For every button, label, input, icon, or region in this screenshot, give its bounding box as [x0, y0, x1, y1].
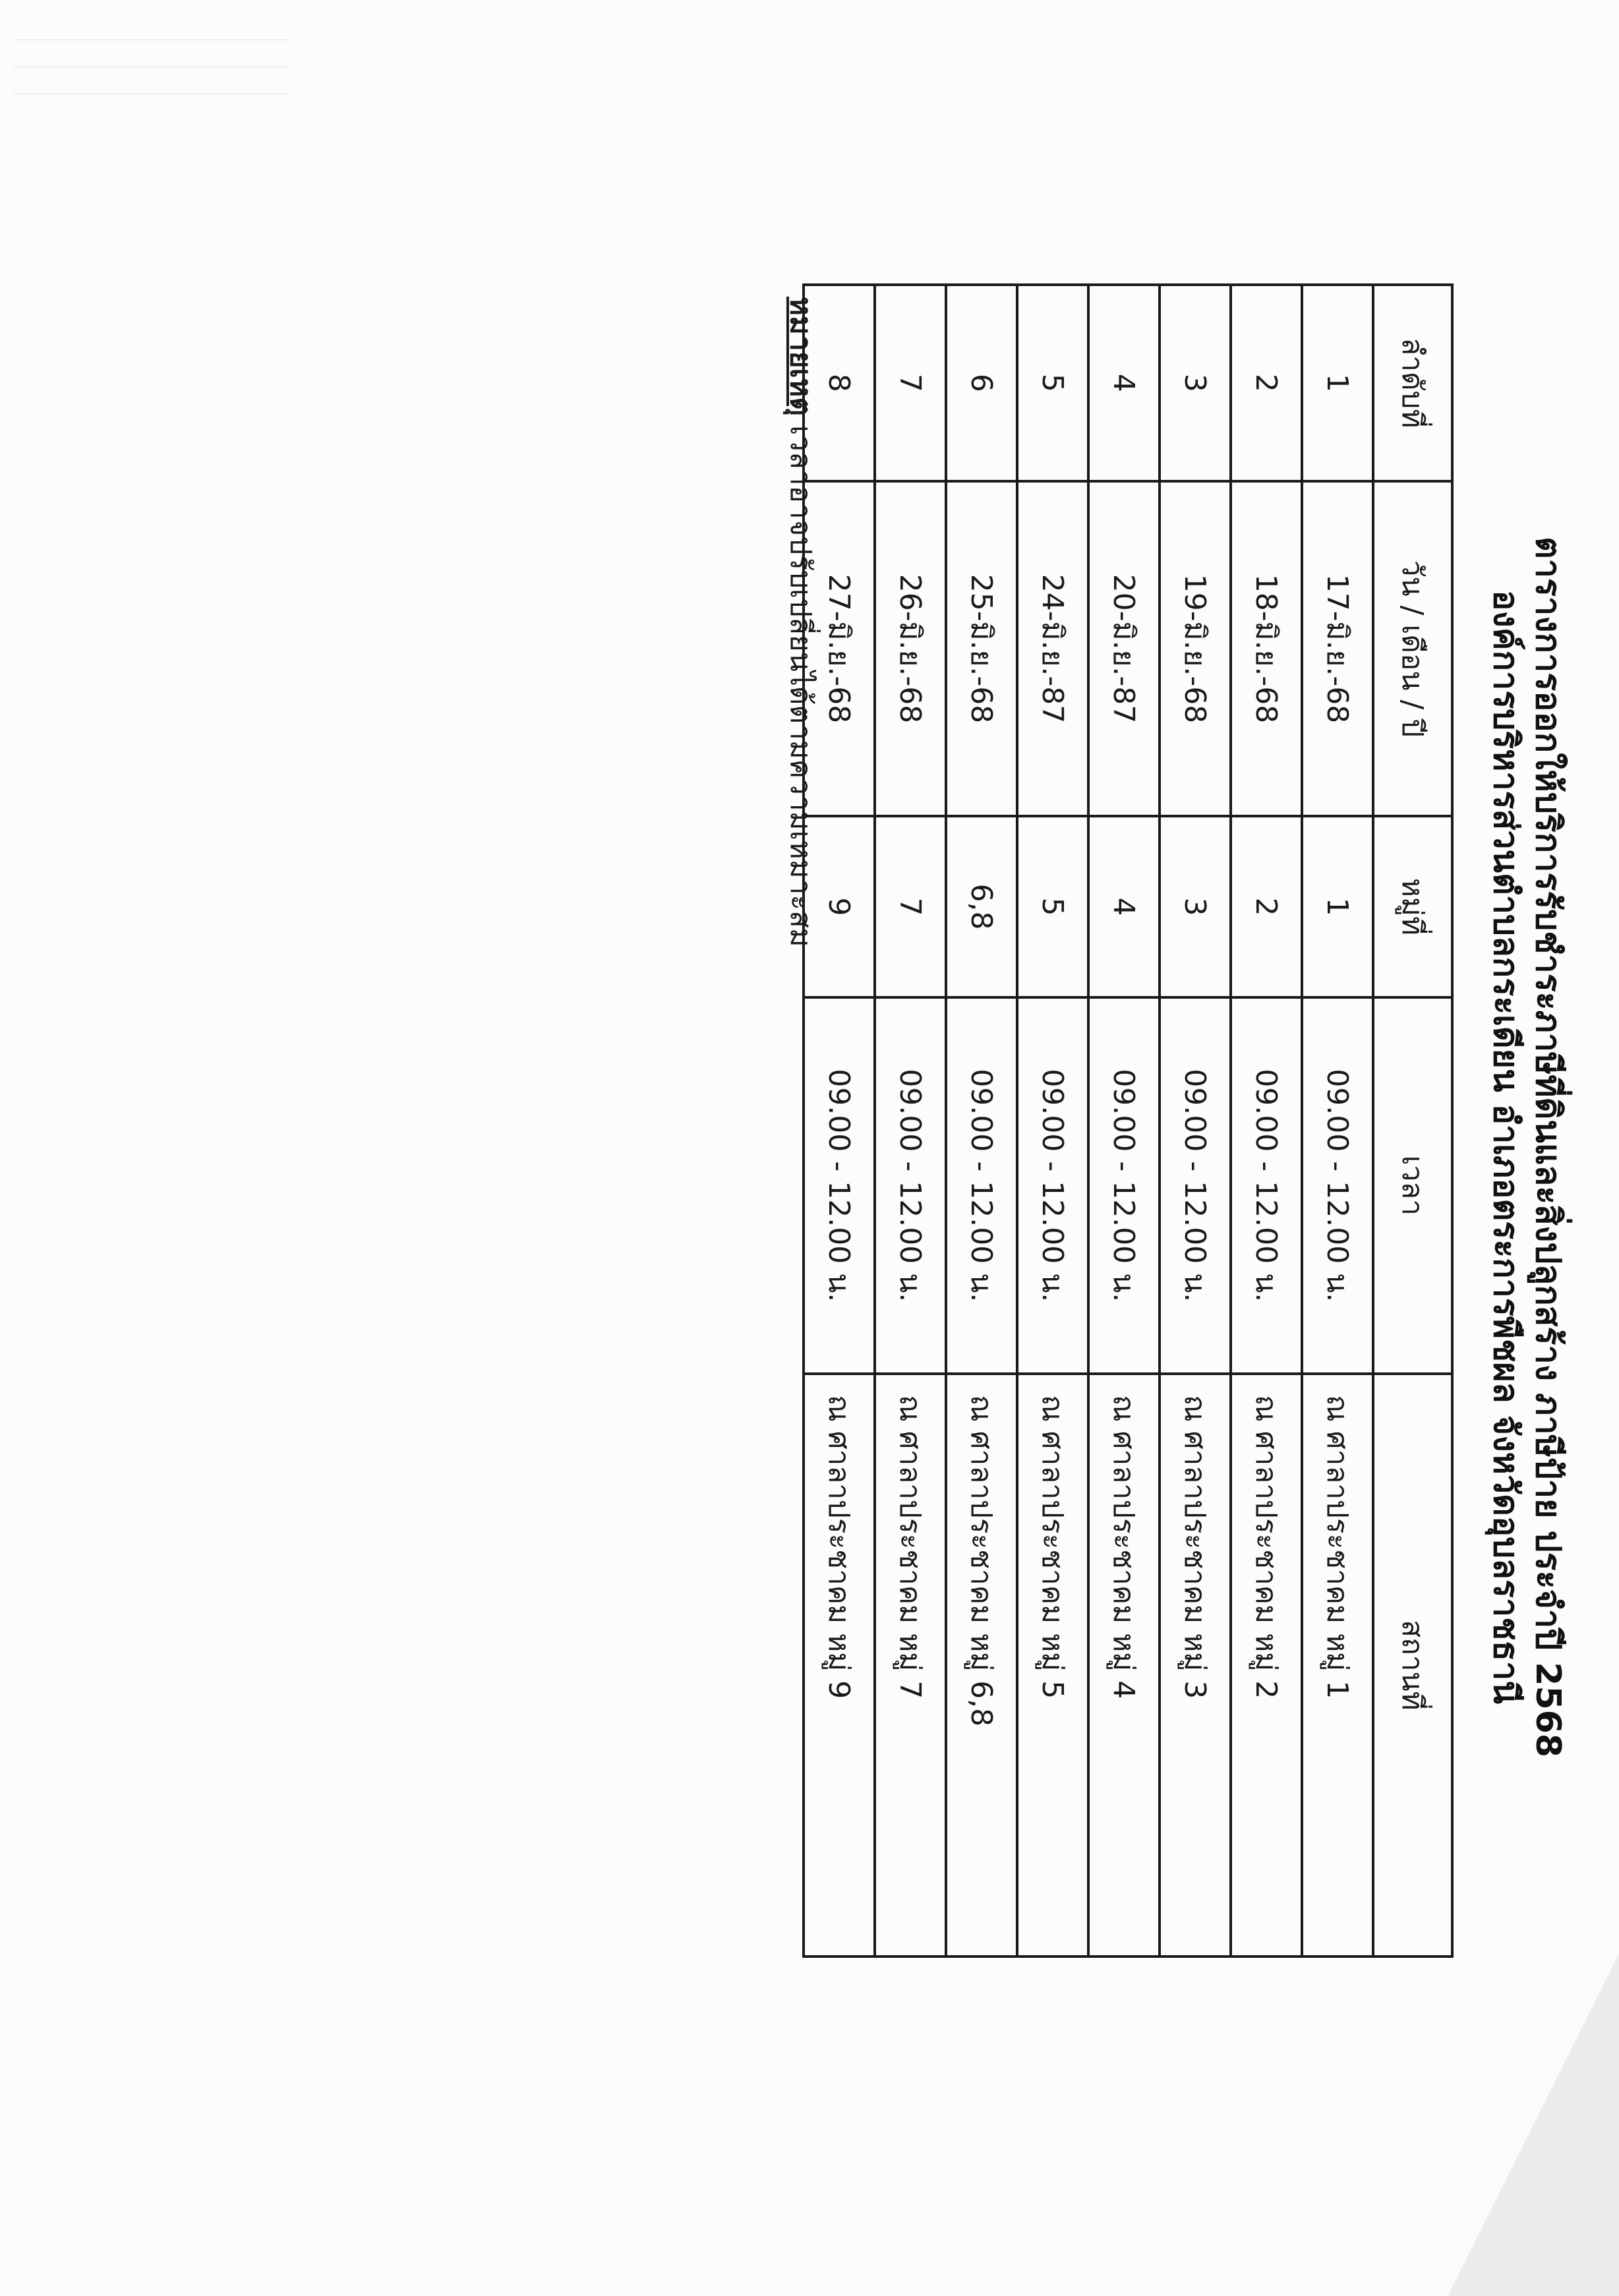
table-row — [1160, 285, 1231, 1957]
table-row — [1231, 285, 1302, 1957]
cell-moo: 1 — [1302, 816, 1373, 997]
cell-moo: 6,8 — [946, 816, 1017, 997]
cell-time: 09.00 - 12.00 น. — [1088, 997, 1160, 1374]
header-place: สถานที่ — [1373, 1374, 1452, 1957]
cell-moo: 5 — [1017, 816, 1088, 997]
cell-seq: 8 — [804, 285, 875, 481]
faint-bleed-through — [13, 13, 290, 185]
cell-seq: 5 — [1017, 285, 1088, 481]
cell-moo: 9 — [804, 816, 875, 997]
cell-seq: 3 — [1160, 285, 1231, 481]
cell-seq: 2 — [1231, 285, 1302, 481]
cell-time: 09.00 - 12.00 น. — [804, 997, 875, 1374]
schedule-table — [802, 283, 1454, 1958]
cell-place: ณ ศาลาประชาคม หมู่ 9 — [804, 1374, 875, 1957]
cell-date: 26-มิ.ย.-68 — [875, 481, 946, 816]
cell-moo: 3 — [1160, 816, 1231, 997]
header-time: เวลา — [1373, 997, 1452, 1374]
table-row — [1017, 285, 1088, 1957]
cell-date: 24-มิ.ย.-87 — [1017, 481, 1088, 816]
table-row — [1088, 285, 1160, 1957]
cell-time: 09.00 - 12.00 น. — [1231, 997, 1302, 1374]
remark-text: เวลาอาจปรับเปลี่ยนได้ตามความเหมาะสม — [784, 416, 817, 947]
cell-place: ณ ศาลาประชาคม หมู่ 3 — [1160, 1374, 1231, 1957]
bleed-line — [13, 67, 290, 94]
cell-date: 25-มิ.ย.-68 — [946, 481, 1017, 816]
table-row — [946, 285, 1017, 1957]
remark-label: หมายเหตุ — [784, 297, 817, 417]
bleed-line — [13, 40, 290, 67]
header-date: วัน / เดือน / ปี — [1373, 481, 1452, 816]
cell-time: 09.00 - 12.00 น. — [875, 997, 946, 1374]
cell-seq: 4 — [1088, 285, 1160, 481]
header-seq: ลำดับที่ — [1373, 285, 1452, 481]
cell-moo: 4 — [1088, 816, 1160, 997]
table-row — [1302, 285, 1373, 1957]
cell-place: ณ ศาลาประชาคม หมู่ 1 — [1302, 1374, 1373, 1957]
cell-place: ณ ศาลาประชาคม หมู่ 7 — [875, 1374, 946, 1957]
cell-date: 19-มิ.ย.-68 — [1160, 481, 1231, 816]
remark — [778, 297, 824, 947]
cell-seq: 7 — [875, 285, 946, 481]
cell-time: 09.00 - 12.00 น. — [1302, 997, 1373, 1374]
table-header-row — [1373, 285, 1452, 1957]
cell-place: ณ ศาลาประชาคม หมู่ 6,8 — [946, 1374, 1017, 1957]
cell-seq: 1 — [1302, 285, 1373, 481]
cell-seq: 6 — [946, 285, 1017, 481]
title-line-2: องค์การบริหารส่วนตำบลกระเดียน อำเภอตระการพืชผล จังหวัดอุบลราชธานี — [1486, 590, 1525, 1704]
table-row — [875, 285, 946, 1957]
document-title — [1485, 112, 1569, 2182]
cell-moo: 7 — [875, 816, 946, 997]
cell-place: ณ ศาลาประชาคม หมู่ 2 — [1231, 1374, 1302, 1957]
cell-moo: 2 — [1231, 816, 1302, 997]
title-line-1: ตารางการออกให้บริการรับชำระภาษีที่ดินและสิ่งปลูกสร้าง ภาษีป้าย ประจำปี 2568 — [1528, 537, 1568, 1757]
header-moo: หมู่ที่ — [1373, 816, 1452, 997]
cell-place: ณ ศาลาประชาคม หมู่ 5 — [1017, 1374, 1088, 1957]
cell-time: 09.00 - 12.00 น. — [946, 997, 1017, 1374]
cell-date: 18-มิ.ย.-68 — [1231, 481, 1302, 816]
bleed-line — [13, 13, 290, 40]
rotated-document-content — [316, 112, 1569, 2182]
cell-time: 09.00 - 12.00 น. — [1160, 997, 1231, 1374]
cell-place: ณ ศาลาประชาคม หมู่ 4 — [1088, 1374, 1160, 1957]
cell-date: 20-มิ.ย.-87 — [1088, 481, 1160, 816]
cell-date: 27-มิ.ย.-68 — [804, 481, 875, 816]
cell-time: 09.00 - 12.00 น. — [1017, 997, 1088, 1374]
cell-date: 17-มิ.ย.-68 — [1302, 481, 1373, 816]
